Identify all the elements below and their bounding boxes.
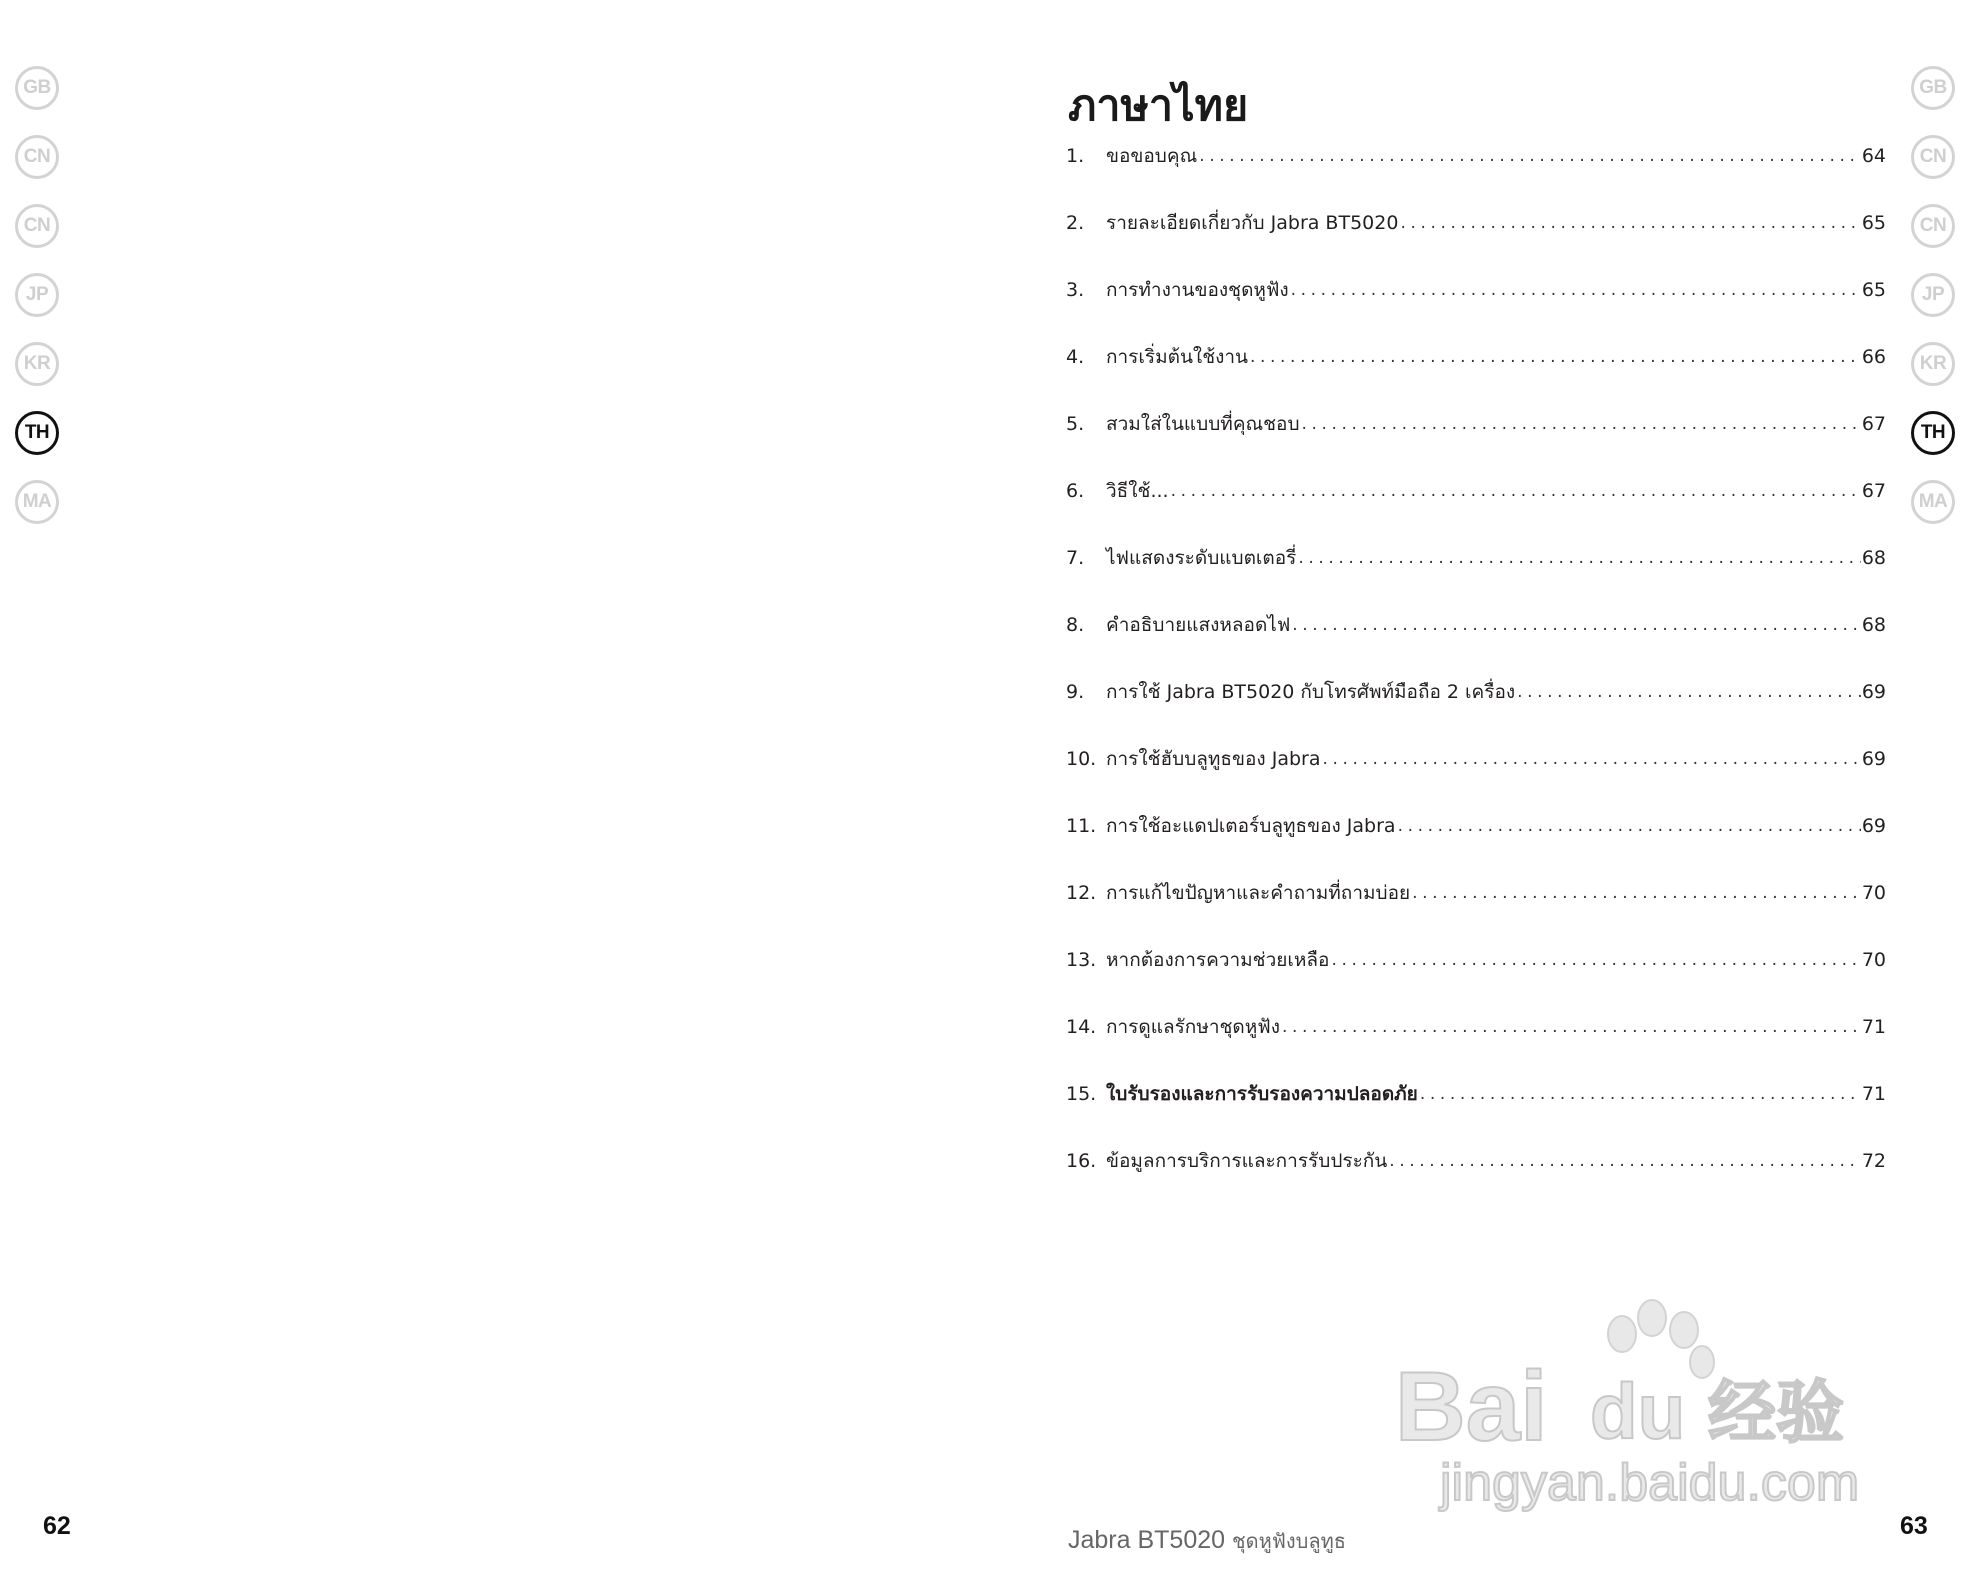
page-number-right: 63 [1900, 1512, 1928, 1540]
toc-entry[interactable] [1066, 705, 1886, 772]
toc-entry-page: 70 [1861, 949, 1886, 971]
toc-entry-title: รายละเอียดเกี่ยวกับ Jabra BT5020 [1106, 212, 1399, 234]
footer-brand-name: Jabra BT5020 [1068, 1526, 1226, 1554]
toc-entry[interactable] [1066, 906, 1886, 973]
language-tab-kr[interactable]: KR [15, 342, 59, 386]
toc-entry-number: 9. [1066, 681, 1085, 703]
toc-entry-page: 68 [1861, 614, 1886, 636]
toc-entry-number: 16. [1066, 1150, 1097, 1172]
toc-entry[interactable] [1066, 973, 1886, 1040]
toc-entry-number: 13. [1066, 949, 1097, 971]
language-tab-jp[interactable]: JP [15, 273, 59, 317]
toc-leader-dots [1517, 679, 1861, 705]
toc-entry-page: 69 [1861, 681, 1886, 703]
toc-entry[interactable] [1066, 772, 1886, 839]
toc-leader-dots [1199, 143, 1861, 169]
toc-leader-dots [1420, 1081, 1861, 1107]
toc-entry[interactable] [1066, 137, 1886, 169]
toc-entry-page: 64 [1861, 145, 1886, 167]
footer-brand [1068, 1525, 1346, 1557]
toc-entry-number: 8. [1066, 614, 1085, 636]
toc-entry-number: 5. [1066, 413, 1085, 435]
toc-entry[interactable] [1066, 303, 1886, 370]
toc-entry[interactable] [1066, 370, 1886, 437]
toc-entry-title: หากต้องการความช่วยเหลือ [1106, 949, 1330, 971]
toc-entry[interactable] [1066, 1107, 1886, 1174]
toc-entry[interactable] [1066, 437, 1886, 504]
toc-entry-page: 67 [1861, 413, 1886, 435]
svg-text:经验: 经验 [1708, 1374, 1845, 1453]
page-number-left: 62 [43, 1512, 71, 1540]
toc-entry-title: การใช้ฮับบลูทูธของ Jabra [1106, 748, 1321, 770]
toc-entry-title: ข้อมูลการบริการและการรับประกัน [1106, 1150, 1388, 1172]
toc-entry-number: 11. [1066, 815, 1097, 837]
toc-entry-number: 14. [1066, 1016, 1097, 1038]
toc-leader-dots [1250, 344, 1861, 370]
language-tab-gb[interactable]: GB [1911, 66, 1955, 110]
language-tab-cn[interactable]: CN [1911, 204, 1955, 248]
toc-leader-dots [1298, 545, 1860, 571]
toc-entry[interactable] [1066, 1040, 1886, 1107]
toc-leader-dots [1171, 478, 1861, 504]
svg-text:Bai: Bai [1395, 1351, 1548, 1461]
toc-entry-page: 68 [1861, 547, 1886, 569]
toc-entry-number: 6. [1066, 480, 1085, 502]
toc-entry-title: สวมใส่ในแบบที่คุณชอบ [1106, 413, 1300, 435]
toc-entry-number: 1. [1066, 145, 1085, 167]
toc-entry[interactable] [1066, 638, 1886, 705]
toc-entry-page: 72 [1861, 1150, 1886, 1172]
toc-entry[interactable] [1066, 571, 1886, 638]
toc-entry-title: การแก้ไขปัญหาและคำถามที่ถามบ่อย [1106, 882, 1411, 904]
language-tab-gb[interactable]: GB [15, 66, 59, 110]
toc-entry-title: ขอขอบคุณ [1106, 145, 1198, 167]
toc-entry-title: การทำงานของชุดหูฟัง [1106, 279, 1289, 301]
language-tabs-left [15, 66, 59, 549]
toc-entry-title: ไฟแสดงระดับแบตเตอรี่ [1106, 547, 1297, 569]
toc-entry-title: การใช้ Jabra BT5020 กับโทรศัพท์มือถือ 2 เครื่อง [1106, 681, 1516, 703]
toc-entry-page: 69 [1861, 815, 1886, 837]
toc-entry-page: 69 [1861, 748, 1886, 770]
toc-entry-title: การใช้อะแดปเตอร์บลูทูธของ Jabra [1106, 815, 1396, 837]
toc-entry-number: 2. [1066, 212, 1085, 234]
toc-entry-title: คำอธิบายแสงหลอดไฟ [1106, 614, 1291, 636]
toc-leader-dots [1282, 1014, 1861, 1040]
toc-entry[interactable] [1066, 169, 1886, 236]
toc-entry[interactable] [1066, 504, 1886, 571]
svg-text:du: du [1590, 1367, 1686, 1455]
toc-leader-dots [1302, 411, 1861, 437]
language-tab-kr[interactable]: KR [1911, 342, 1955, 386]
toc-entry-number: 7. [1066, 547, 1085, 569]
toc-entry-title: การดูแลรักษาชุดหูฟัง [1106, 1016, 1280, 1038]
toc-entry-title: วิธีใช้... [1106, 480, 1169, 502]
language-tab-th[interactable]: TH [15, 411, 59, 455]
toc-entry[interactable] [1066, 236, 1886, 303]
toc-leader-dots [1331, 947, 1860, 973]
toc-title: ภาษาไทย [1068, 81, 1249, 131]
toc-leader-dots [1389, 1148, 1861, 1174]
toc-entry-number: 12. [1066, 882, 1097, 904]
baidu-watermark-logo [1390, 1290, 1870, 1520]
language-tab-cn[interactable]: CN [15, 135, 59, 179]
toc-entry-number: 15. [1066, 1083, 1097, 1105]
toc-entry-title: การเริ่มต้นใช้งาน [1106, 346, 1249, 368]
toc-leader-dots [1292, 612, 1861, 638]
toc-entry-page: 65 [1861, 212, 1886, 234]
language-tab-cn[interactable]: CN [15, 204, 59, 248]
language-tab-ma[interactable]: MA [15, 480, 59, 524]
language-tab-th[interactable]: TH [1911, 411, 1955, 455]
toc-entry-number: 3. [1066, 279, 1085, 301]
toc-entry-title: ใบรับรองและการรับรองความปลอดภัย [1106, 1083, 1418, 1105]
toc-leader-dots [1323, 746, 1861, 772]
language-tab-cn[interactable]: CN [1911, 135, 1955, 179]
toc-entry-number: 4. [1066, 346, 1085, 368]
language-tab-ma[interactable]: MA [1911, 480, 1955, 524]
footer-brand-thai: ชุดหูฟังบลูทูธ [1232, 1529, 1347, 1553]
toc-entry[interactable] [1066, 839, 1886, 906]
toc-leader-dots [1398, 813, 1861, 839]
table-of-contents [1066, 137, 1886, 1174]
toc-leader-dots [1291, 277, 1861, 303]
language-tab-jp[interactable]: JP [1911, 273, 1955, 317]
svg-text:jingyan.baidu.com: jingyan.baidu.com [1440, 1454, 1860, 1512]
toc-entry-page: 71 [1861, 1016, 1886, 1038]
toc-leader-dots [1400, 210, 1860, 236]
toc-leader-dots [1412, 880, 1861, 906]
toc-entry-page: 70 [1861, 882, 1886, 904]
toc-entry-page: 71 [1861, 1083, 1886, 1105]
toc-entry-page: 67 [1861, 480, 1886, 502]
toc-entry-page: 65 [1861, 279, 1886, 301]
language-tabs-right [1911, 66, 1955, 549]
toc-entry-number: 10. [1066, 748, 1097, 770]
toc-entry-page: 66 [1861, 346, 1886, 368]
